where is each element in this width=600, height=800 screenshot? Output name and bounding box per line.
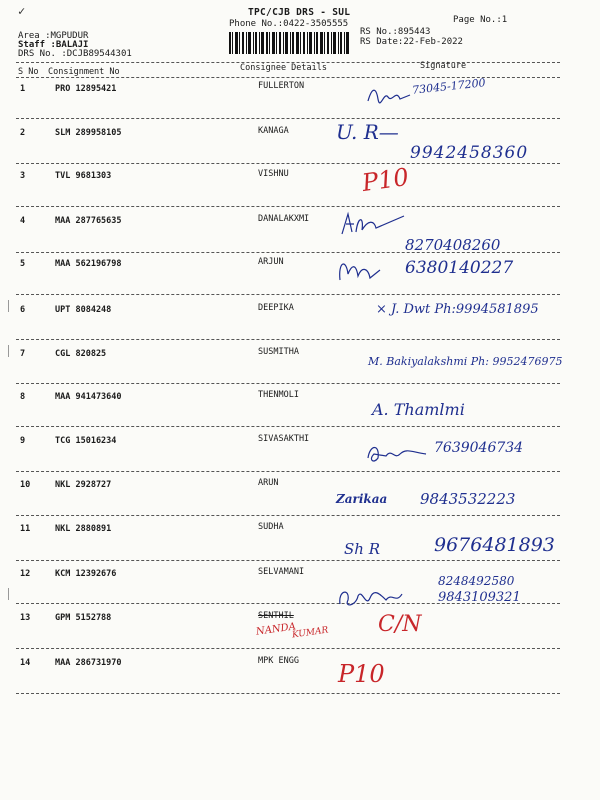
- handwritten-signature: U. R—: [336, 120, 399, 144]
- row-consignee: THENMOLI: [258, 390, 299, 400]
- row-consignment: TVL 9681303: [55, 171, 112, 181]
- row-separator: [16, 515, 560, 516]
- row-consignee: DEEPIKA: [258, 303, 294, 313]
- barcode-image: [228, 30, 350, 56]
- rs-date: RS Date:22-Feb-2022: [360, 37, 463, 47]
- row-consignment: PRO 12895421: [55, 84, 117, 94]
- handwritten-code: C/N: [378, 612, 422, 637]
- row-consignment: TCG 15016234: [55, 436, 117, 446]
- row-serial: 9: [20, 436, 26, 446]
- row-consignment: MAA 941473640: [55, 392, 122, 402]
- row-consignment: UPT 8084248: [55, 305, 112, 315]
- row-serial: 5: [20, 259, 26, 269]
- row-separator: [16, 648, 560, 649]
- row-consignment: KCM 12392676: [55, 569, 117, 579]
- handwritten-name: KUMAR: [291, 625, 330, 641]
- row-serial: 7: [20, 349, 26, 359]
- margin-mark: [8, 588, 17, 600]
- page-number: Page No.:1: [453, 15, 508, 25]
- handwritten-phone: 8270408260: [405, 236, 501, 254]
- row-separator: [16, 426, 560, 427]
- corner-check-mark: ✓: [18, 4, 26, 18]
- row-serial: 12: [20, 569, 31, 579]
- row-consignee: DANALAKXMI: [258, 214, 310, 224]
- handwritten-signature: Sh R: [344, 540, 380, 558]
- row-consignment: MAA 287765635: [55, 216, 122, 226]
- handwritten-phone: 9843532223: [420, 490, 516, 508]
- rs-number: RS No.:895443: [360, 27, 431, 37]
- signature-scribble: [338, 210, 408, 238]
- margin-mark: [8, 345, 17, 357]
- row-consignment: GPM 5152788: [55, 613, 112, 623]
- row-consignee: FULLERTON: [258, 81, 305, 91]
- handwritten-phone: 9676481893: [434, 534, 555, 556]
- row-consignee: SELVAMANI: [258, 567, 305, 577]
- margin-mark: [8, 300, 17, 312]
- row-serial: 3: [20, 171, 26, 181]
- staff-field: Staff :BALAJI: [18, 40, 89, 50]
- signature-scribble: [366, 85, 412, 107]
- signature-scribble: [334, 254, 384, 284]
- handwritten-name-phone: M. Bakiyalakshmi Ph: 9952476975: [368, 355, 563, 368]
- row-consignment: MAA 286731970: [55, 658, 122, 668]
- row-consignment: SLM 289958105: [55, 128, 122, 138]
- column-sno: S No: [18, 67, 39, 77]
- area-field: Area :MGPUDUR: [18, 31, 89, 41]
- handwritten-phone: 9843109321: [438, 590, 521, 605]
- row-separator: [16, 294, 560, 295]
- handwritten-phone: 8248492580: [438, 574, 515, 588]
- row-serial: 13: [20, 613, 31, 623]
- row-separator: [16, 118, 560, 119]
- handwritten-signature: Zarikaa: [336, 492, 388, 506]
- handwritten-phone: 7639046734: [434, 440, 524, 456]
- handwritten-signature: A. Thamlmi: [372, 400, 465, 419]
- row-consignment: CGL 820825: [55, 349, 107, 359]
- row-consignee: KANAGA: [258, 126, 289, 136]
- row-serial: 6: [20, 305, 26, 315]
- row-consignee: ARJUN: [258, 257, 284, 267]
- row-separator: [16, 163, 560, 164]
- row-serial: 4: [20, 216, 26, 226]
- handwritten-name: NANDA: [255, 621, 297, 638]
- row-serial: 1: [20, 84, 26, 94]
- signature-scribble: [364, 440, 430, 466]
- row-consignee-struck: SENTHIL: [258, 611, 294, 621]
- row-consignee: MPK ENGG: [258, 656, 299, 666]
- handwritten-signature-phone: × J. Dwt Ph:9994581895: [376, 302, 539, 317]
- handwritten-number: 73045-17200: [411, 76, 487, 97]
- row-consignee: VISHNU: [258, 169, 289, 179]
- row-serial: 2: [20, 128, 26, 138]
- column-consignee-details: Consignee Details: [240, 63, 327, 73]
- row-consignee: SUDHA: [258, 522, 284, 532]
- drs-number: DRS No. :DCJB89544301: [18, 49, 132, 59]
- row-serial: 10: [20, 480, 31, 490]
- column-signature: Signature: [420, 61, 467, 71]
- header-phone: Phone No.:0422-3505555: [229, 19, 349, 29]
- row-serial: 14: [20, 658, 31, 668]
- row-serial: 8: [20, 392, 26, 402]
- row-consignee: SIVASAKTHI: [258, 434, 310, 444]
- handwritten-code: P10: [338, 660, 385, 688]
- row-consignee: SUSMITHA: [258, 347, 299, 357]
- row-separator: [16, 206, 560, 207]
- row-separator: [16, 693, 560, 694]
- row-separator: [16, 383, 560, 384]
- handwritten-phone: 6380140227: [405, 258, 514, 278]
- row-separator: [16, 471, 560, 472]
- row-serial: 11: [20, 524, 31, 534]
- handwritten-phone: 9942458360: [410, 143, 529, 163]
- row-consignee: ARUN: [258, 478, 279, 488]
- document-title: TPC/CJB DRS - SUL: [248, 7, 351, 18]
- row-consignment: MAA 562196798: [55, 259, 122, 269]
- row-separator: [16, 560, 560, 561]
- row-separator: [16, 339, 560, 340]
- row-consignment: NKL 2928727: [55, 480, 112, 490]
- signature-scribble: [336, 584, 406, 612]
- row-consignment: NKL 2880891: [55, 524, 112, 534]
- column-consignment: Consignment No: [48, 67, 120, 77]
- handwritten-code: P10: [360, 162, 411, 198]
